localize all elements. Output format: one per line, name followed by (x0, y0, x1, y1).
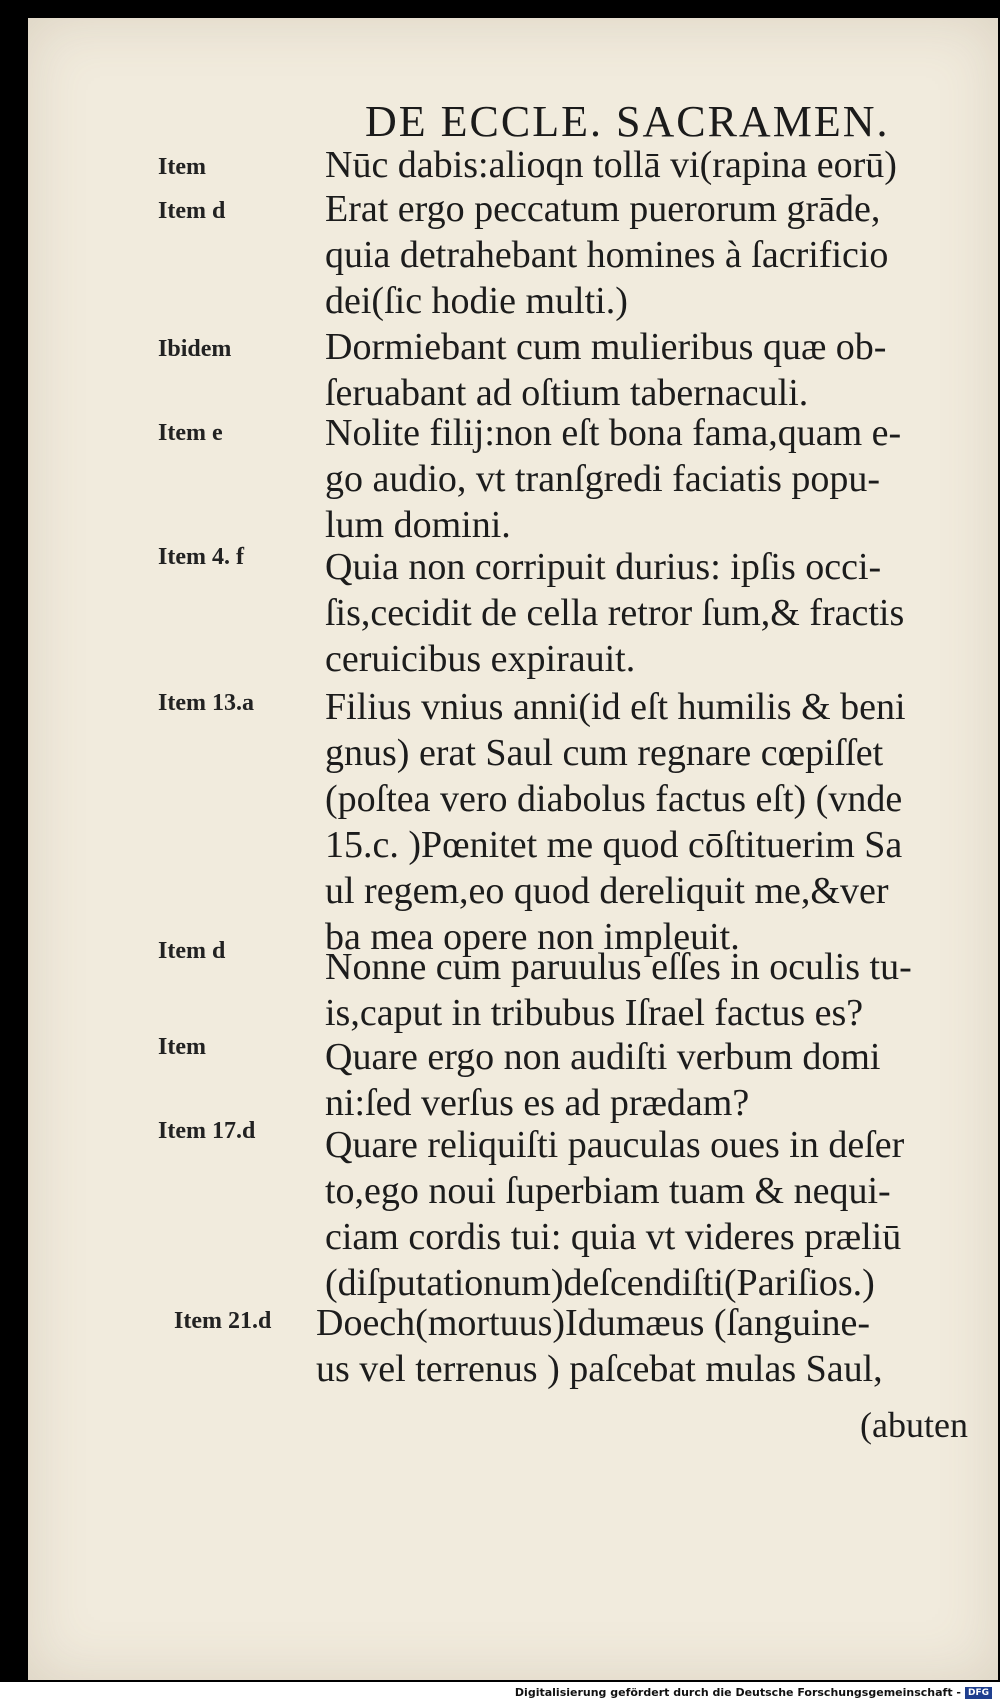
marginal-note: Item 13.a (158, 690, 254, 716)
text-line: Quare ergo non audiſti verbum domi (325, 1036, 881, 1078)
text-entry (325, 944, 1000, 1036)
text-entry (325, 186, 1000, 324)
catchword: (abuten (860, 1405, 968, 1445)
marginal-note: Item (158, 1034, 206, 1060)
text-line: (diſputationum)deſcendiſti(Pariſios.) (325, 1262, 875, 1304)
text-line: ſis,cecidit de cella retror ſum,& fractis (325, 592, 905, 634)
marginal-note: Item d (158, 938, 226, 964)
marginal-note: Item 4. f (158, 544, 244, 570)
text-line: Erat ergo peccatum puerorum grāde, (325, 188, 881, 230)
text-entry (325, 324, 1000, 416)
text-entry (325, 410, 1000, 548)
text-line: to,ego noui ſuperbiam tuam & nequi- (325, 1170, 891, 1212)
dfg-logo: DFG (965, 1687, 992, 1699)
text-line: 15.c. )Pœnitet me quod cōſtituerim Sa (325, 824, 903, 866)
text-line: dei(ſic hodie multi.) (325, 280, 628, 322)
text-line: Quia non corripuit durius: ipſis occi- (325, 546, 882, 588)
marginal-note: Item 17.d (158, 1118, 256, 1144)
text-line: is,caput in tribubus Iſrael factus es? (325, 992, 864, 1034)
running-head: DE ECCLE. SACRAMEN. (365, 97, 890, 146)
text-line: Nūc dabis:alioqn tollā vi(rapina eorū) (325, 144, 897, 186)
marginal-note: Ibidem (158, 336, 232, 362)
text-entry (325, 1122, 1000, 1306)
text-entry (325, 544, 1000, 682)
text-line: ciam cordis tui: quia vt videres præliū (325, 1216, 902, 1258)
text-line: ſeruabant ad oſtium tabernaculi. (325, 372, 809, 414)
text-line: ul regem,eo quod dereliquit me,&ver (325, 870, 889, 912)
footer-credit: Digitalisierung gefördert durch die Deutsche Forschungsgemeinschaft - (514, 1686, 961, 1699)
text-line: (poſtea vero diabolus factus eſt) (vnde (325, 778, 903, 820)
marginal-note: Item d (158, 198, 226, 224)
text-line: Nolite filij:non eſt bona fama,quam e- (325, 412, 902, 454)
text-line: Quare reliquiſti pauculas oues in deſer (325, 1124, 905, 1166)
text-line: ceruicibus expirauit. (325, 638, 636, 680)
text-line: us vel terrenus ) paſcebat mulas Saul, (316, 1348, 883, 1390)
text-line: Dormiebant cum mulieribus quæ ob- (325, 326, 887, 368)
text-entry (325, 1034, 1000, 1126)
text-line: Filius vnius anni(id eſt humilis & beni (325, 686, 906, 728)
text-line: gnus) erat Saul cum regnare cœpiſſet (325, 732, 884, 774)
text-line: Nonne cum paruulus eſſes in oculis tu- (325, 946, 912, 988)
marginal-note: Item (158, 154, 206, 180)
text-entry (325, 684, 1000, 960)
text-line: Doech(mortuus)Idumæus (ſanguine- (316, 1302, 871, 1344)
text-entry (325, 142, 1000, 188)
text-entry (316, 1300, 991, 1392)
text-line: quia detrahebant homines à ſacrificio (325, 234, 889, 276)
text-line: go audio, vt tranſgredi faciatis popu- (325, 458, 881, 500)
digitization-footer (0, 1682, 1000, 1703)
marginal-note: Item 21.d (174, 1308, 272, 1334)
text-line: ni:ſed verſus es ad prædam? (325, 1082, 750, 1124)
book-page (28, 18, 998, 1680)
text-line: ba mea opere non impleuit. (325, 916, 740, 958)
text-line: lum domini. (325, 504, 511, 546)
marginal-note: Item e (158, 420, 223, 446)
